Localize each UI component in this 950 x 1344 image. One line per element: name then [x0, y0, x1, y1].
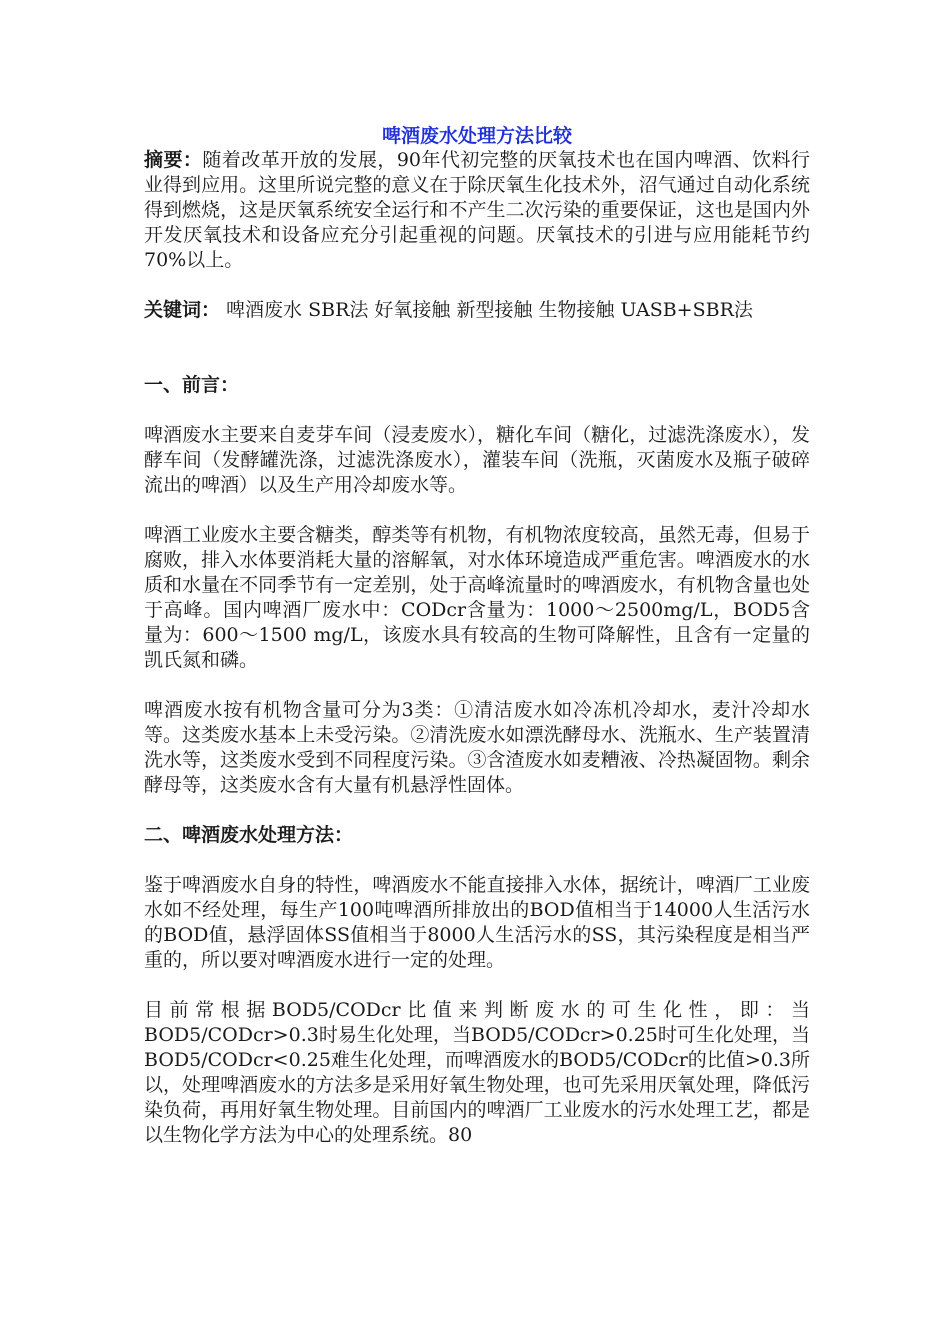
- abstract-paragraph: [144, 148, 810, 273]
- section-heading-intro: 一、前言：: [144, 374, 240, 396]
- document-title: 啤酒废水处理方法比较: [381, 125, 572, 147]
- document-page: [144, 124, 810, 1148]
- intro-paragraph-1: 啤酒废水主要来自麦芽车间（浸麦废水），糖化车间（糖化，过滤洗涤废水），发酵车间（发酵罐洗涤，过滤洗涤废水），灌装车间（洗瓶，灭菌废水及瓶子破碎流出的啤酒）以及生产用冷却废水等。: [144, 424, 810, 496]
- section-heading-methods: 二、啤酒废水处理方法：: [144, 824, 354, 846]
- spacer: [144, 323, 810, 373]
- intro-paragraph-2: 啤酒工业废水主要含糖类，醇类等有机物，有机物浓度较高，虽然无毒，但易于腐败，排入水体要消耗大量的溶解氧，对水体环境造成严重危害。啤酒废水的水质和水量在不同季节有一定差别，处于高峰流量时的啤酒废水，有机物含量也处于高峰。国内啤酒厂废水中：CODcr含量为：1000～2500mg/L，BOD5含量为：600～1500 mg/L，该废水具有较高的生物可降解性，且含有一定量的凯氏氮和磷。: [144, 524, 810, 671]
- abstract-label: 摘要：: [144, 149, 203, 171]
- keywords-paragraph: [144, 298, 810, 323]
- spacer: [144, 848, 810, 873]
- spacer: [144, 973, 810, 998]
- spacer: [144, 673, 810, 698]
- intro-paragraph-3: 啤酒废水按有机物含量可分为3类：①清洁废水如冷冻机冷却水，麦汁冷却水等。这类废水基本上未受污染。②清洗废水如漂洗酵母水、洗瓶水、生产装置清洗水等，这类废水受到不同程度污染。③含渣废水如麦糟液、冷热凝固物。剩余酵母等，这类废水含有大量有机悬浮性固体。: [144, 699, 810, 796]
- abstract-text: 随着改革开放的发展，90年代初完整的厌氧技术也在国内啤酒、饮料行业得到应用。这里所说完整的意义在于除厌氧生化技术外，沼气通过自动化系统得到燃烧，这是厌氧系统安全运行和不产生二次污染的重要保证，这也是国内外开发厌氧技术和设备应充分引起重视的问题。厌氧技术的引进与应用能耗节约70%以上。: [144, 149, 810, 271]
- spacer: [144, 273, 810, 298]
- keywords-label: 关键词：: [144, 299, 221, 321]
- spacer: [144, 798, 810, 823]
- spacer: [144, 398, 810, 423]
- keywords-text: 啤酒废水 SBR法 好氧接触 新型接触 生物接触 UASB+SBR法: [220, 299, 753, 321]
- methods-paragraph-2: 目前常根据BOD5/CODcr比值来判断废水的可生化性，即：当BOD5/CODcr>0.3时易生化处理，当BOD5/CODcr>0.25时可生化处理，当BOD5/CODcr<0.25难生化处理，而啤酒废水的BOD5/CODcr的比值>0.3所以，处理啤酒废水的方法多是采用好氧生物处理，也可先采用厌氧处理，降低污染负荷，再用好氧生物处理。目前国内的啤酒厂工业废水的污水处理工艺，都是以生物化学方法为中心的处理系统。80: [144, 999, 810, 1146]
- methods-paragraph-1: 鉴于啤酒废水自身的特性，啤酒废水不能直接排入水体，据统计，啤酒厂工业废水如不经处理，每生产100吨啤酒所排放出的BOD值相当于14000人生活污水的BOD值，悬浮固体SS值相当于8000人生活污水的SS，其污染程度是相当严重的，所以要对啤酒废水进行一定的处理。: [144, 874, 810, 971]
- spacer: [144, 498, 810, 523]
